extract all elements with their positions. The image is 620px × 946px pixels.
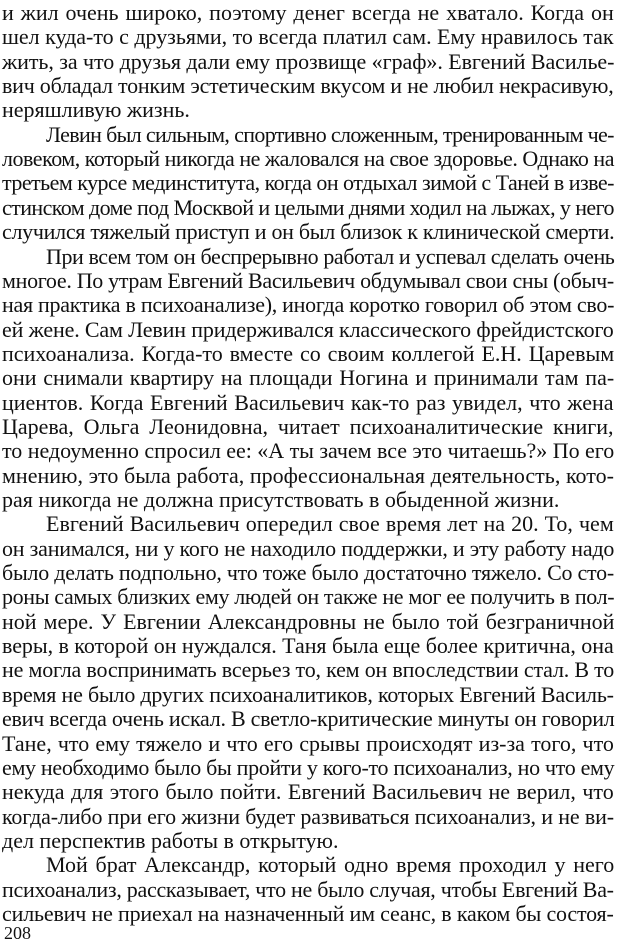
text-line: время не было других психоаналитиков, которых Евгений Василь- — [2, 681, 614, 707]
text-line: было делать подпольно, что тоже было достаточно тяжело. Со сто- — [2, 560, 614, 586]
text-line: ловеком, который никогда не жаловался на свое здоровье. Однако на — [2, 146, 615, 172]
text-line: При всем том он беспрерывно работал и успевал сделать очень — [46, 243, 615, 269]
text-line: дел перспектив работы в открытую. — [2, 827, 339, 853]
text-line: психоанализ, рассказывает, что не было случая, чтобы Евгений Ва- — [2, 876, 614, 902]
text-line: случился тяжелый приступ и он был близок к клинической смерти. — [2, 219, 615, 245]
text-line: Тане, что ему тяжело и что его срывы происходят из-за того, что — [2, 730, 614, 756]
text-line: Евгений Васильевич опередил свое время лет на 20. То, чем — [46, 511, 614, 537]
text-line: они снимали квартиру на площади Ногина и принимали там па- — [2, 365, 615, 391]
text-line: мнению, это была работа, профессиональная деятельность, кото- — [2, 462, 614, 488]
text-line: некуда для этого было пойти. Евгений Васильевич не верил, что — [2, 779, 614, 805]
text-line: он занимался, ни у кого не находило поддержки, и эту работу надо — [2, 535, 615, 561]
text-line: сильевич не приехал на назначенный им сеанс, в каком бы состоя- — [2, 900, 614, 926]
text-line: веры, в которой он нуждался. Таня была еще более критична, она — [2, 633, 614, 659]
text-line: ная практика в психоанализе), иногда коротко говорил об этом сво- — [2, 292, 615, 318]
text-line: психоанализа. Когда-то вместе со своим коллегой Е.Н. Царевым — [2, 340, 615, 366]
text-line: жить, за что друзья дали ему прозвище «граф». Евгений Василье- — [2, 48, 615, 74]
text-line: вич обладал тонким эстетическим вкусом и не любил некрасивую, — [2, 73, 614, 99]
text-line: Мой брат Александр, который одно время проходил у него — [46, 852, 615, 878]
text-line: роны самых близких ему людей он также не мог ее получить в пол- — [2, 584, 615, 610]
text-line: ей жене. Сам Левин придерживался классического фрейдистского — [2, 316, 614, 342]
text-line: стинском доме под Москвой и целыми днями ходил на лыжах, у него — [2, 194, 614, 220]
text-line: не могла воспринимать всерьез то, кем он впоследствии стал. В то — [2, 657, 615, 683]
text-line: многое. По утрам Евгений Васильевич обдумывал свои сны (обыч- — [2, 267, 614, 293]
text-line: Царева, Ольга Леонидовна, читает психоаналитические книги, — [2, 413, 614, 439]
text-line: когда-либо при его жизни будет развиваться психоанализ, и не ви- — [2, 803, 614, 829]
text-line: евич всегда очень искал. В светло-критические минуты он говорил — [2, 706, 615, 732]
text-line: то недоуменно спросил ее: «А ты зачем все это читаешь?» По его — [2, 438, 615, 464]
text-line: рая никогда не должна присутствовать в обыденной жизни. — [2, 487, 560, 512]
text-line: третьем курсе мединститута, когда он отдыхал зимой с Таней в изве- — [2, 170, 614, 196]
text-line: Левин был сильным, спортивно сложенным, тренированным че- — [46, 121, 614, 147]
text-line: неряшливую жизнь. — [2, 97, 190, 123]
text-line: ему необходимо было бы пройти у кого-то психоанализ, но что ему — [2, 754, 615, 780]
text-line: и жил очень широко, поэтому денег всегда не хватало. Когда он — [2, 0, 614, 25]
text-line: циентов. Когда Евгений Васильевич как-то раз увидел, что жена — [2, 389, 614, 415]
text-line: шел куда-то с друзьями, то всегда платил сам. Ему нравилось так — [2, 24, 614, 50]
page-number: 208 — [4, 923, 31, 943]
text-line: ной мере. У Евгении Александровны не было той безграничной — [2, 608, 615, 634]
